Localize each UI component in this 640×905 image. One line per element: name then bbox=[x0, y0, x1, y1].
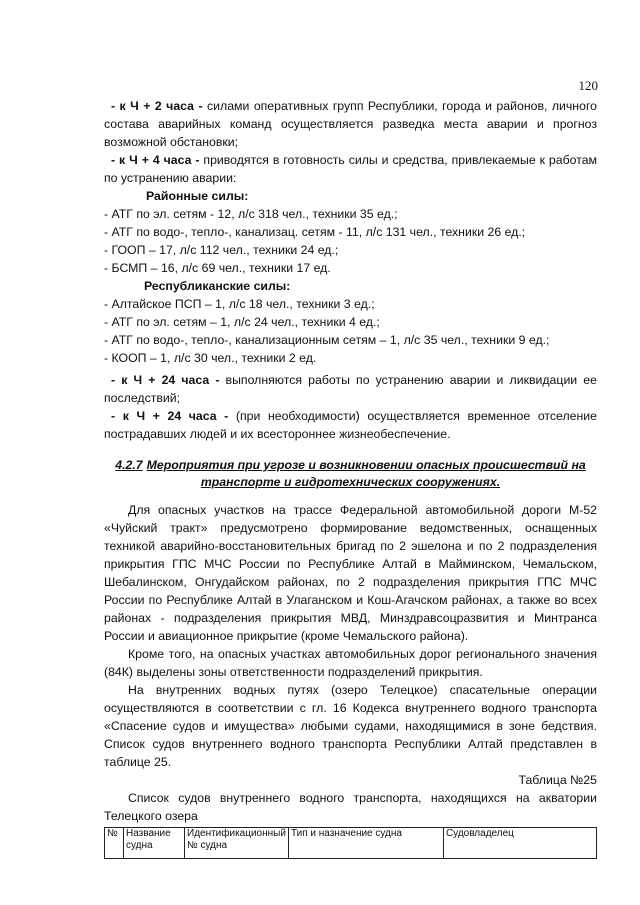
table-caption: Список судов внутреннего водного транспорта, находящихся на акватории Телецкого озера bbox=[104, 791, 597, 823]
time-marker: - к Ч + 24 часа - bbox=[111, 409, 229, 423]
section-title bbox=[104, 457, 597, 491]
table-header-cell: № bbox=[105, 828, 124, 859]
paragraph-h24-resettlement: - к Ч + 24 часа - (при необходимости) осуществляется временное отселение пострадавших людей и их всестороннее жизнеобеспечение. bbox=[104, 409, 597, 441]
list-item: - КООП – 1, л/с 30 чел., техники 2 ед. bbox=[104, 351, 317, 365]
ships-table bbox=[104, 827, 597, 859]
section-title-text: Мероприятия при угрозе и возникновении опасных происшествий на транспорте и гидротехнических сооружениях. bbox=[146, 458, 586, 489]
list-item: - ГООП – 17, л/с 112 чел., техники 24 ед.; bbox=[104, 243, 339, 257]
table-header-row bbox=[105, 828, 597, 859]
list-item: - АТГ по водо-, тепло-, канализац. сетям - 11, л/с 131 чел., техники 26 ед.; bbox=[104, 225, 526, 239]
list-item: - АТГ по эл. сетям - 12, л/с 318 чел., техники 35 ед.; bbox=[104, 207, 398, 221]
table-header-cell: Название судна bbox=[124, 828, 185, 859]
paragraph-highway: Для опасных участков на трассе Федеральной автомобильной дороги М-52 «Чуйский тракт» предусмотрено формирование ведомственных, оснащенных техникой аварийно-восстановительных бригад по 2 эшелона и по 2 подразделения прикрытия ГПС МЧС России по Республике Алтай в Майминском, Чемальском, Шебалинском, Онгудайском районах, по 2 подразделения прикрытия ГПС МЧС России по Республике Алтай в Улаганском и Кош-Агачском районах, а также во всех районах - подразделения прикрытия МВД, Минздравсоцразвития и Минтранса России и авиационное прикрытие (кроме Чемальского района). bbox=[104, 503, 597, 643]
time-marker: - к Ч + 2 часа - bbox=[111, 99, 203, 113]
paragraph-regional-roads: Кроме того, на опасных участках автомобильных дорог регионального значения (84К) выделены зоны ответственности подразделений прикрытия. bbox=[104, 647, 597, 679]
table-header-cell: Идентификационный № судна bbox=[185, 828, 289, 859]
list-item: - АТГ по эл. сетям – 1, л/с 24 чел., техники 4 ед.; bbox=[104, 315, 380, 329]
district-forces-heading: Районные силы: bbox=[146, 189, 249, 203]
table-label: Таблица №25 bbox=[518, 773, 597, 787]
time-marker: - к Ч + 4 часа - bbox=[111, 153, 200, 167]
paragraph-h4: - к Ч + 4 часа - приводятся в готовность силы и средства, привлекаемые к работам по устранению аварии: bbox=[104, 153, 598, 185]
list-item: - БСМП – 16, л/с 69 чел., техники 17 ед. bbox=[104, 261, 331, 275]
paragraph-h24-works: - к Ч + 24 часа - выполняются работы по устранению аварии и ликвидации ее последствий; bbox=[104, 373, 597, 405]
page-number: 120 bbox=[578, 78, 598, 93]
document-body bbox=[104, 97, 597, 859]
paragraph-waterways: На внутренних водных путях (озеро Телецкое) спасательные операции осуществляются в соответствии с гл. 16 Кодекса внутреннего водного транспорта «Спасение судов и имущества» любыми судами, находящимися в зоне бедствия. Список судов внутреннего водного транспорта Республики Алтай представлен в таблице 25. bbox=[104, 683, 597, 769]
list-item: - АТГ по водо-, тепло-, канализационным сетям – 1, л/с 35 чел., техники 9 ед.; bbox=[104, 333, 550, 347]
section-number: 4.2.7 bbox=[115, 458, 143, 472]
table-header-cell: Судовладелец bbox=[443, 828, 596, 859]
republic-forces-heading: Республиканские силы: bbox=[144, 279, 291, 293]
table-header-cell: Тип и назначение судна bbox=[288, 828, 443, 859]
time-marker: - к Ч + 24 часа - bbox=[111, 373, 220, 387]
list-item: - Алтайское ПСП – 1, л/с 18 чел., техники 3 ед.; bbox=[104, 297, 375, 311]
paragraph-h2: - к Ч + 2 часа - силами оперативных групп Республики, города и районов, личного состава аварийных команд осуществляется разведка места аварии и прогноз возможной обстановки; bbox=[104, 99, 597, 149]
